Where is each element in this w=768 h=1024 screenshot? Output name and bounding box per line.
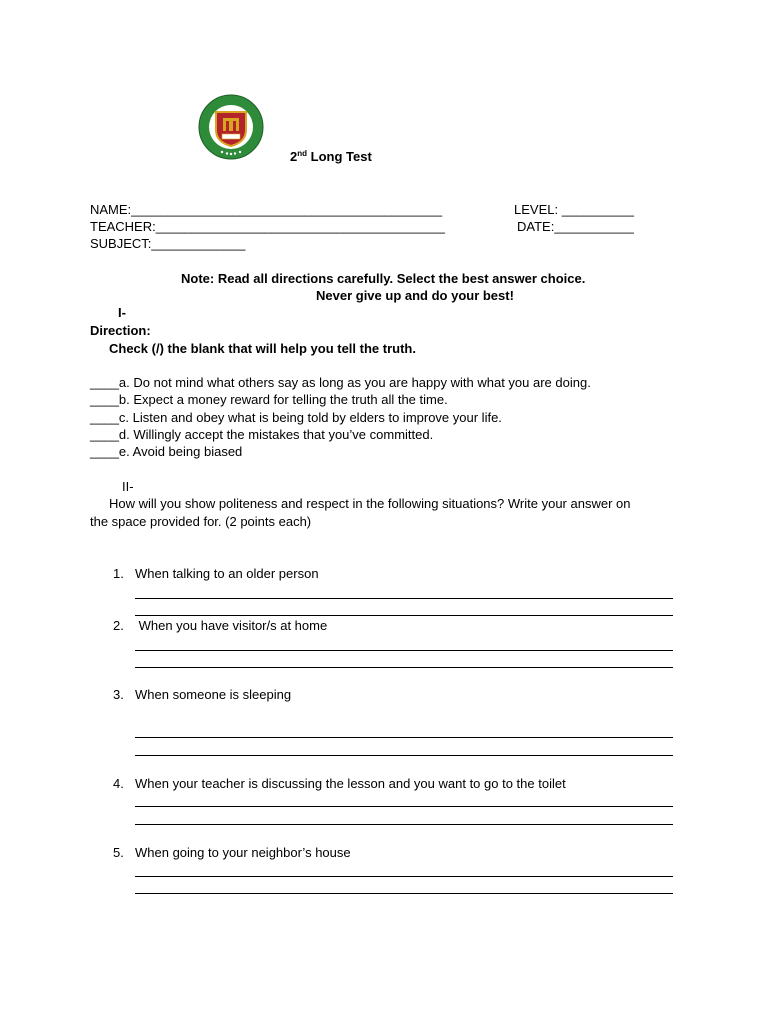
note-line-2: Never give up and do your best!	[316, 288, 514, 303]
answer-line	[135, 755, 673, 756]
answer-line	[135, 667, 673, 668]
question-text: When your teacher is discussing the lesson and you want to go to the toilet	[135, 776, 566, 791]
checklist-item-c: ____c. Listen and obey what is being told by elders to improve your life.	[90, 410, 502, 425]
question-number: 2.	[113, 618, 124, 633]
teacher-field: TEACHER:________________________________________	[90, 219, 445, 234]
question-number: 4.	[113, 776, 124, 791]
level-field: LEVEL: __________	[514, 202, 634, 217]
checklist-item-a: ____a. Do not mind what others say as long as you are happy with what you are doing.	[90, 375, 591, 390]
question-text: When someone is sleeping	[135, 687, 292, 702]
name-field: NAME:___________________________________________	[90, 202, 443, 217]
part-2-instruction-line-2: the space provided for. (2 points each)	[90, 514, 312, 529]
subject-field: SUBJECT:_____________	[90, 236, 246, 251]
school-seal-logo	[198, 94, 264, 160]
date-field: DATE:___________	[517, 219, 634, 234]
question-number: 3.	[113, 687, 124, 702]
page-title: 2nd Long Test	[290, 149, 372, 164]
answer-line	[135, 806, 673, 807]
answer-line	[135, 598, 673, 599]
part-1-instruction: Check (/) the blank that will help you tell the truth.	[109, 341, 416, 356]
question-number: 5.	[113, 845, 124, 860]
note-line-1: Note: Read all directions carefully. Select the best answer choice.	[181, 271, 586, 286]
answer-line	[135, 824, 673, 825]
checklist-item-b: ____b. Expect a money reward for telling the truth all the time.	[90, 392, 448, 407]
checklist-item-e: ____e. Avoid being biased	[90, 444, 243, 459]
question-text: When talking to an older person	[135, 566, 319, 581]
part-2-numeral: II-	[122, 479, 134, 494]
answer-line	[135, 876, 673, 877]
answer-line	[135, 650, 673, 651]
seal-icon	[198, 94, 264, 160]
question-text: When going to your neighbor’s house	[135, 845, 351, 860]
checklist-item-d: ____d. Willingly accept the mistakes that you’ve committed.	[90, 427, 434, 442]
answer-line	[135, 893, 673, 894]
answer-line	[135, 615, 673, 616]
part-2-instruction-line-1: How will you show politeness and respect in the following situations? Write your answer on	[109, 496, 631, 511]
answer-line	[135, 737, 673, 738]
part-1-numeral: I-	[118, 305, 126, 320]
direction-label: Direction:	[90, 323, 151, 338]
question-text: When you have visitor/s at home	[135, 618, 328, 633]
question-number: 1.	[113, 566, 124, 581]
